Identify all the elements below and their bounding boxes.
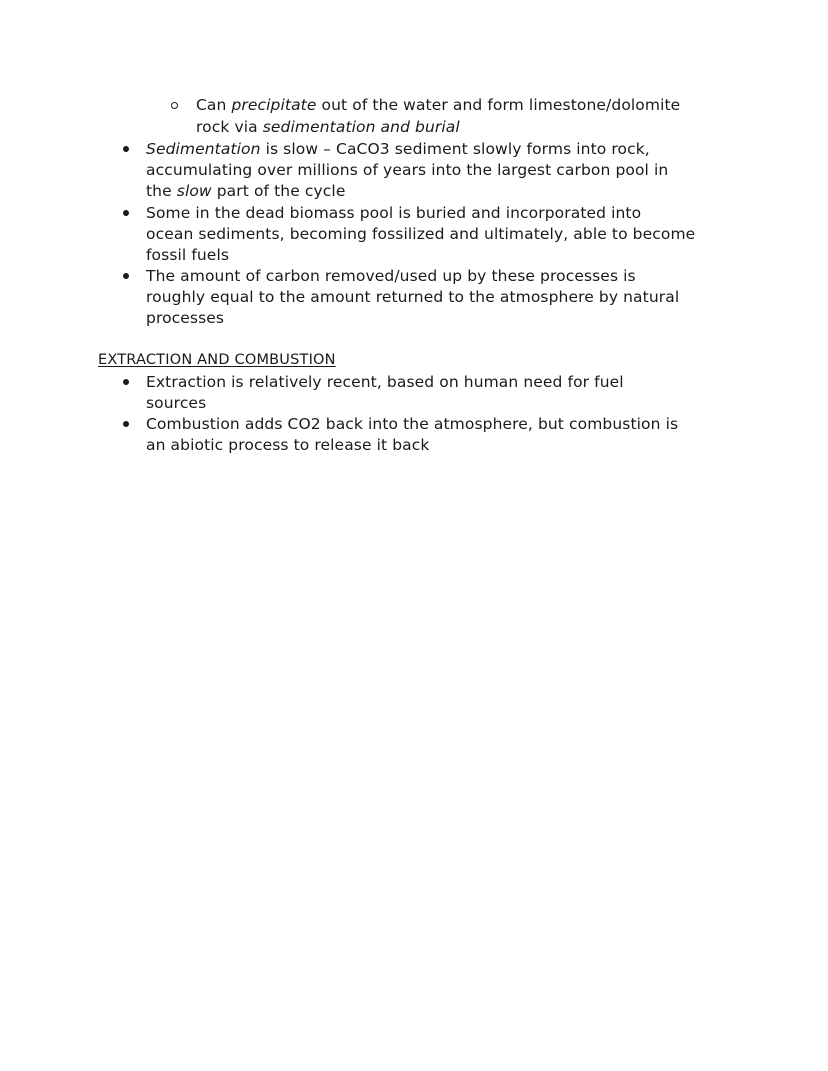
bullet-icon — [123, 146, 129, 152]
list-item-line: ocean sediments, becoming fossilized and ultimately, able to become — [146, 225, 696, 243]
list-item-line: The amount of carbon removed/used up by these processes is — [146, 267, 636, 285]
list-item-line: fossil fuels — [146, 246, 230, 264]
section-heading: EXTRACTION AND COMBUSTION — [98, 352, 336, 368]
sub-item-line-2: rock via sedimentation and burial — [196, 118, 460, 136]
bullet-icon — [123, 379, 129, 385]
sub-bullet-icon — [171, 102, 178, 109]
list-item-line: Some in the dead biomass pool is buried and incorporated into — [146, 204, 642, 222]
list-item-line: an abiotic process to release it back — [146, 436, 430, 454]
bullet-icon — [123, 210, 129, 216]
list-item-line: Combustion adds CO2 back into the atmosphere, but combustion is — [146, 415, 679, 433]
sub-item-line-1: Can precipitate out of the water and form limestone/dolomite — [196, 96, 681, 114]
list-item-line: sources — [146, 394, 207, 412]
list-item-line: accumulating over millions of years into the largest carbon pool in — [146, 161, 669, 179]
bullet-icon — [123, 273, 129, 279]
list-item-line: Extraction is relatively recent, based on human need for fuel — [146, 373, 624, 391]
bullet-icon — [123, 421, 129, 427]
list-item-line: the slow part of the cycle — [146, 182, 346, 200]
list-item-line: Sedimentation is slow – CaCO3 sediment slowly forms into rock, — [146, 140, 650, 158]
list-item-line: processes — [146, 309, 225, 327]
list-item-line: roughly equal to the amount returned to the atmosphere by natural — [146, 288, 680, 306]
